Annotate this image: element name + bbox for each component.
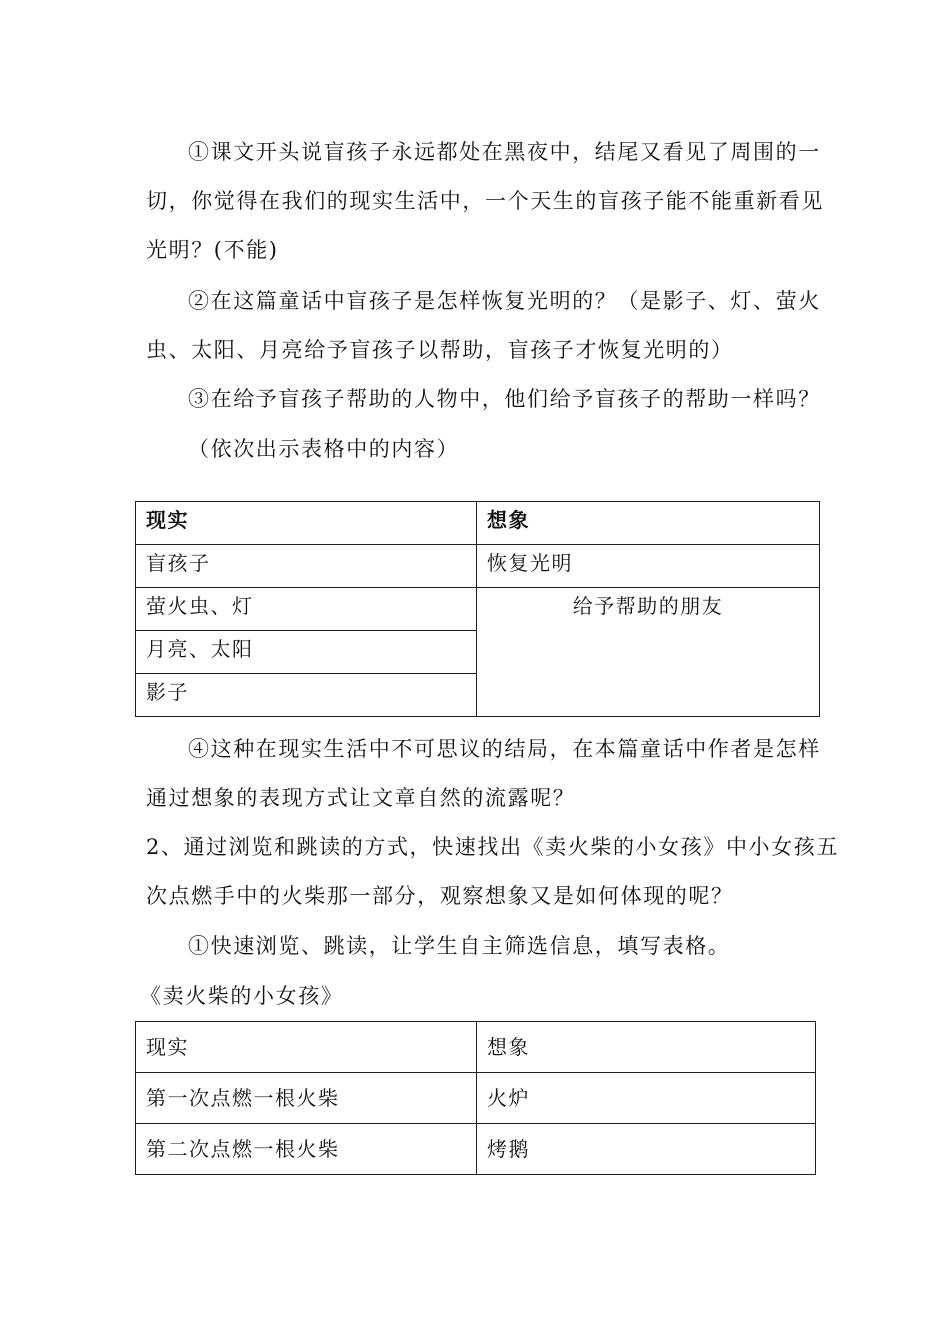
paragraph-line: ④这种在现实生活中不可思议的结局，在本篇童话中作者是怎样 xyxy=(188,737,821,761)
paragraph-line: ①课文开头说盲孩子永远都处在黑夜中，结尾又看见了周围的一 xyxy=(188,140,821,164)
table-header-cell: 想象 xyxy=(477,502,820,545)
paragraph-line: ①快速浏览、跳读，让学生自主筛选信息，填写表格。 xyxy=(188,934,731,958)
reality-imagination-table xyxy=(135,501,820,717)
table-merged-cell: 给予帮助的朋友 xyxy=(477,588,820,717)
table-cell: 盲孩子 xyxy=(136,545,477,588)
paragraph-line: ③在给予盲孩子帮助的人物中，他们给予盲孩子的帮助一样吗？ xyxy=(188,387,821,411)
table-cell: 第一次点燃一根火柴 xyxy=(136,1073,477,1124)
paragraph-line: 通过想象的表现方式让文章自然的流露呢？ xyxy=(146,786,576,810)
paragraph-line: 2、通过浏览和跳读的方式，快速找出《卖火柴的小女孩》中小女孩五 xyxy=(146,835,839,859)
table-cell: 烤鹅 xyxy=(477,1124,816,1175)
table-cell: 第二次点燃一根火柴 xyxy=(136,1124,477,1175)
table-row xyxy=(136,1073,816,1124)
paragraph-line: 切，你觉得在我们的现实生活中，一个天生的盲孩子能不能重新看见 xyxy=(146,189,824,213)
table-row xyxy=(136,1124,816,1175)
match-girl-table xyxy=(135,1021,816,1175)
table-header-cell: 现实 xyxy=(136,502,477,545)
table-cell: 恢复光明 xyxy=(477,545,820,588)
table-header-cell: 现实 xyxy=(136,1022,477,1073)
paragraph-line: 次点燃手中的火柴那一部分，观察想象又是如何体现的呢？ xyxy=(146,884,734,908)
paragraph-line: 光明？(不能) xyxy=(146,238,279,262)
table-caption: 《卖火柴的小女孩》 xyxy=(140,984,344,1008)
table-cell: 火炉 xyxy=(477,1073,816,1124)
table-header-cell: 想象 xyxy=(477,1022,816,1073)
table-cell: 月亮、太阳 xyxy=(136,631,477,674)
paragraph-line: 虫、太阳、月亮给予盲孩子以帮助，盲孩子才恢复光明的） xyxy=(146,338,734,362)
table-cell: 萤火虫、灯 xyxy=(136,588,477,631)
paragraph-line: ②在这篇童话中盲孩子是怎样恢复光明的？（是影子、灯、萤火 xyxy=(188,289,821,313)
paragraph-line: （依次出示表格中的内容） xyxy=(188,437,460,461)
table-cell: 影子 xyxy=(136,674,477,717)
